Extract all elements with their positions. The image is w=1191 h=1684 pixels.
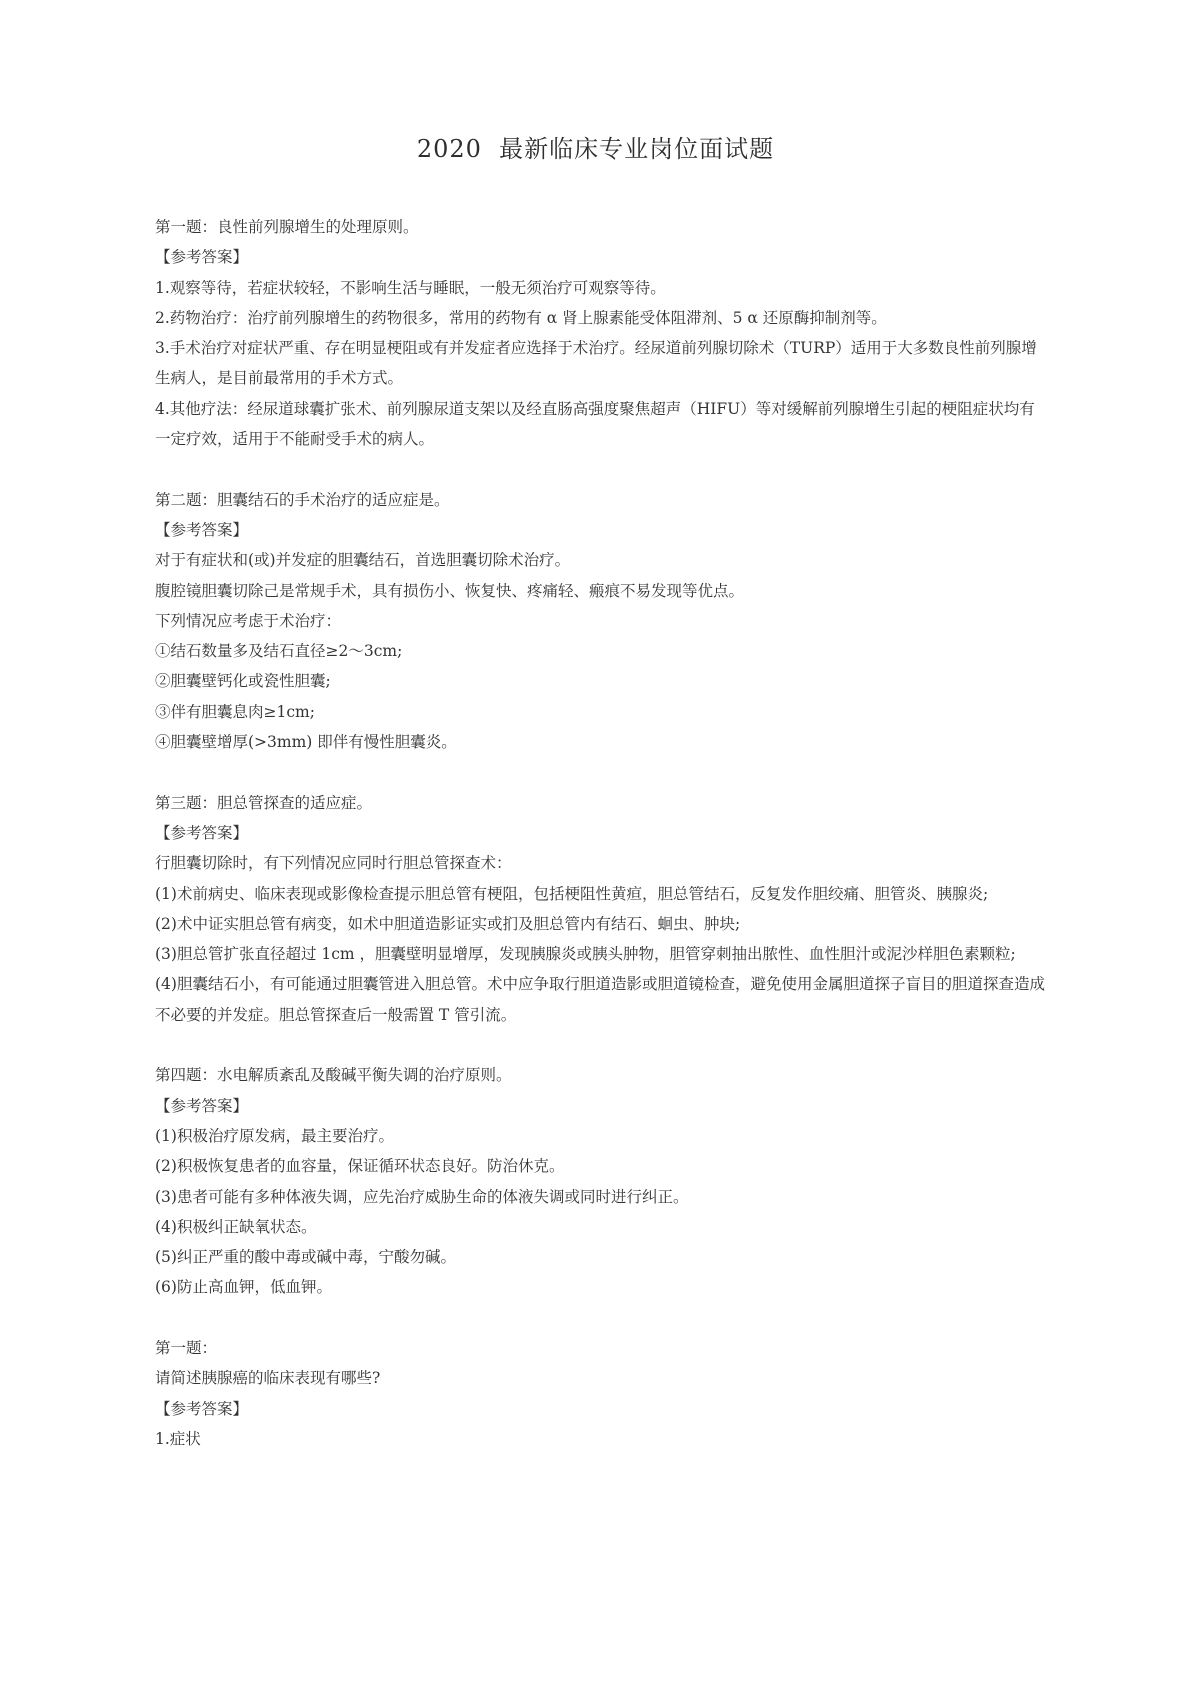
answer-line: (4)胆囊结石小，有可能通过胆囊管进入胆总管。术中应争取行胆道造影或胆道镜检查，避免使用金属胆道探子盲目的胆道探查造成不必要的并发症。胆总管探查后一般需置 T 管引流。 bbox=[155, 975, 1045, 1024]
answer-line: ①结石数量多及结石直径≥2～3cm; bbox=[155, 642, 403, 661]
answer-line: ②胆囊壁钙化或瓷性胆囊; bbox=[155, 672, 331, 691]
answer-line: ④胆囊壁增厚(>3mm) 即伴有慢性胆囊炎。 bbox=[155, 733, 457, 752]
question-heading: 第一题：良性前列腺增生的处理原则。 bbox=[155, 218, 419, 236]
answer-line: (2)术中证实胆总管有病变，如术中胆道造影证实或扪及胆总管内有结石、蛔虫、肿块; bbox=[155, 914, 741, 933]
question-heading: 第一题： bbox=[155, 1338, 218, 1357]
section-gap bbox=[155, 1303, 1045, 1333]
answer-line: (1)术前病史、临床表现或影像检查提示胆总管有梗阻，包括梗阻性黄疸，胆总管结石，反复发作胆绞痛、胆管炎、胰腺炎; bbox=[155, 884, 989, 903]
answer-line: 腹腔镜胆囊切除己是常规手术，具有损伤小、恢复快、疼痛轻、瘢痕不易发现等优点。 bbox=[155, 581, 745, 600]
question-section bbox=[155, 485, 1045, 758]
answer-line: 1.症状 bbox=[155, 1429, 201, 1448]
document-title: 2020 最新临床专业岗位面试题 bbox=[416, 135, 775, 163]
answer-line: 4.其他疗法：经尿道球囊扩张术、前列腺尿道支架以及经直肠高强度聚焦超声（HIFU）等对缓解前列腺增生引起的梗阻症状均有一定疗效，适用于不能耐受手术的病人。 bbox=[155, 399, 1035, 449]
answer-line: (2)积极恢复患者的血容量，保证循环状态良好。防治休克。 bbox=[155, 1157, 565, 1176]
answer-line: (4)积极纠正缺氧状态。 bbox=[155, 1217, 317, 1236]
answer-label: 【参考答案】 bbox=[155, 823, 249, 842]
section-gap bbox=[155, 757, 1045, 787]
question-section bbox=[155, 1333, 1045, 1454]
answer-line: (1)积极治疗原发病，最主要治疗。 bbox=[155, 1126, 394, 1145]
answer-line: ③伴有胆囊息肉≥1cm; bbox=[155, 702, 315, 721]
answer-line: 3.手术治疗对症状严重、存在明显梗阻或有并发症者应选择于术治疗。经尿道前列腺切除术（TURP）适用于大多数良性前列腺增生病人，是目前最常用的手术方式。 bbox=[155, 339, 1037, 388]
answer-label: 【参考答案】 bbox=[155, 520, 249, 539]
answer-line: 2.药物治疗：治疗前列腺增生的药物很多，常用的药物有 α 肾上腺素能受体阻滞剂、5 α 还原酶抑制剂等。 bbox=[155, 308, 887, 327]
answer-line: 1.观察等待，若症状较轻，不影响生活与睡眠，一般无须治疗可观察等待。 bbox=[155, 278, 666, 297]
question-section bbox=[155, 1060, 1045, 1302]
question-section bbox=[155, 212, 1045, 454]
answer-line: (6)防止高血钾，低血钾。 bbox=[155, 1278, 332, 1297]
answer-line: 行胆囊切除时，有下列情况应同时行胆总管探查术： bbox=[155, 854, 512, 873]
answer-line: (3)患者可能有多种体液失调，应先治疗威胁生命的体液失调或同时进行纠正。 bbox=[155, 1187, 689, 1206]
question-subheading: 请简述胰腺癌的临床表现有哪些? bbox=[155, 1369, 381, 1388]
answer-line: 对于有症状和(或)并发症的胆囊结石，首选胆囊切除术治疗。 bbox=[155, 551, 571, 570]
answer-line: (5)纠正严重的酸中毒或碱中毒，宁酸勿碱。 bbox=[155, 1248, 456, 1267]
question-heading: 第四题：水电解质紊乱及酸碱平衡失调的治疗原则。 bbox=[155, 1066, 512, 1085]
section-gap bbox=[155, 454, 1045, 484]
question-heading: 第三题：胆总管探查的适应症。 bbox=[155, 793, 373, 812]
section-gap bbox=[155, 1030, 1045, 1060]
question-section bbox=[155, 788, 1045, 1030]
answer-label: 【参考答案】 bbox=[155, 248, 249, 267]
answer-line: (3)胆总管扩张直径超过 1cm ，胆囊壁明显增厚，发现胰腺炎或胰头肿物，胆管穿刺抽出脓性、血性胆汁或泥沙样胆色素颗粒; bbox=[155, 945, 1016, 964]
question-heading: 第二题：胆囊结石的手术治疗的适应症是。 bbox=[155, 490, 450, 509]
answer-line: 下列情况应考虑于术治疗： bbox=[155, 611, 342, 630]
answer-label: 【参考答案】 bbox=[155, 1096, 249, 1115]
document-body bbox=[155, 212, 1045, 1454]
answer-label: 【参考答案】 bbox=[155, 1399, 249, 1418]
